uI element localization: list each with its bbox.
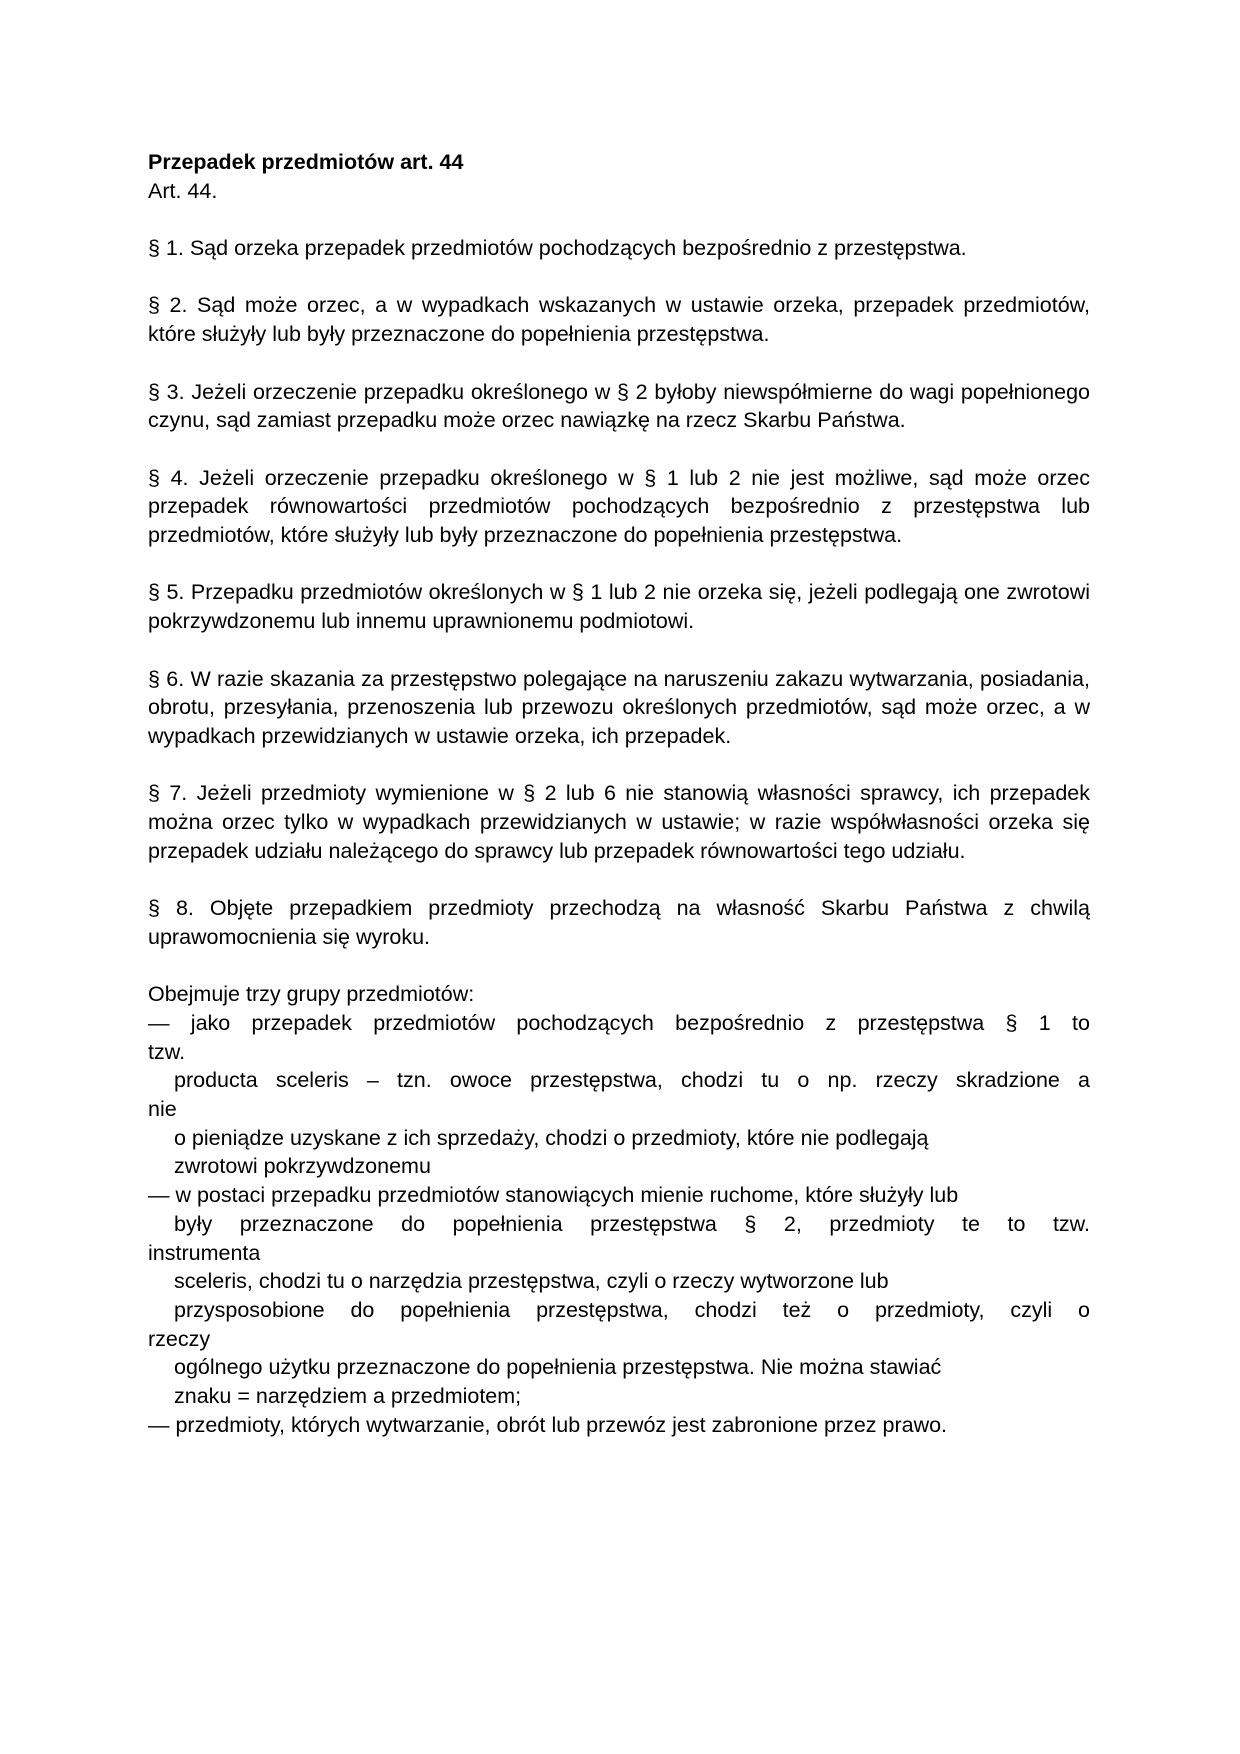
notes-line: przysposobione do popełnienia przestępstwa, chodzi też o przedmioty, czyli o	[174, 1297, 1090, 1322]
paragraph-3: § 3. Jeżeli orzeczenie przepadku określonego w § 2 byłoby niewspółmierne do wagi popełnionego czynu, sąd zamiast przepadku może orzec nawiązkę na rzecz Skarbu Państwa.	[148, 379, 1090, 433]
notes-line: instrumenta	[148, 1240, 261, 1265]
notes-intro: Obejmuje trzy grupy przedmiotów:	[148, 982, 475, 1007]
document-page	[148, 148, 1090, 1440]
notes-line: ogólnego użytku przeznaczone do popełnienia przestępstwa. Nie można stawiać	[174, 1355, 942, 1380]
notes-line: producta sceleris – tzn. owoce przestępstwa, chodzi tu o np. rzeczy skradzione a	[174, 1068, 1090, 1093]
notes-line: znaku = narzędziem a przedmiotem;	[174, 1384, 522, 1409]
paragraph-4: § 4. Jeżeli orzeczenie przepadku określonego w § 1 lub 2 nie jest możliwe, sąd może orzec przepadek równowartości przedmiotów pochodzących bezpośrednio z przestępstwa lub przedmiotów, które służyły lub były przeznaczone do popełnienia przestępstwa.	[148, 465, 1090, 548]
paragraph-8: § 8. Objęte przepadkiem przedmioty przechodzą na własność Skarbu Państwa z chwilą uprawomocnienia się wyroku.	[148, 896, 1090, 949]
notes-line: o pieniądze uzyskane z ich sprzedaży, chodzi o przedmioty, które nie podlegają	[174, 1125, 929, 1150]
article-heading: Art. 44.	[148, 178, 218, 203]
paragraph-5: § 5. Przepadku przedmiotów określonych w § 1 lub 2 nie orzeka się, jeżeli podlegają one zwrotowi pokrzywdzonemu lub innemu uprawnionemu podmiotowi.	[148, 580, 1090, 634]
notes-section	[148, 980, 1090, 1439]
notes-line: — jako przepadek przedmiotów pochodzących bezpośrednio z przestępstwa § 1 to	[148, 1010, 1090, 1035]
notes-line: sceleris, chodzi tu o narzędzia przestępstwa, czyli o rzeczy wytworzone lub	[174, 1269, 889, 1294]
paragraph-7: § 7. Jeżeli przedmioty wymienione w § 2 lub 6 nie stanowią własności sprawcy, ich przepadek można orzec tylko w wypadkach przewidzianych w ustawie; w razie współwłasności orzeka się przepadek udziału należącego do sprawcy lub przepadek równowartości tego udziału.	[148, 781, 1090, 863]
notes-line: nie	[148, 1097, 177, 1122]
notes-line: tzw.	[148, 1039, 186, 1064]
notes-line: — przedmioty, których wytwarzanie, obrót lub przewóz jest zabronione przez prawo.	[148, 1412, 948, 1437]
paragraph-2: § 2. Sąd może orzec, a w wypadkach wskazanych w ustawie orzeka, przepadek przedmiotów, które służyły lub były przeznaczone do popełnienia przestępstwa.	[148, 293, 1090, 347]
paragraph-6: § 6. W razie skazania za przestępstwo polegające na naruszeniu zakazu wytwarzania, posiadania, obrotu, przesyłania, przenoszenia lub przewozu określonych przedmiotów, sąd może orzec, a w wypadkach przewidzianych w ustawie orzeka, ich przepadek.	[148, 666, 1090, 748]
notes-line: rzeczy	[148, 1326, 211, 1351]
notes-line: zwrotowi pokrzywdzonemu	[174, 1154, 431, 1179]
paragraph-1: § 1. Sąd orzeka przepadek przedmiotów pochodzących bezpośrednio z przestępstwa.	[148, 236, 967, 261]
document-title: Przepadek przedmiotów art. 44	[148, 150, 464, 174]
notes-line: — w postaci przepadku przedmiotów stanowiących mienie ruchome, które służyły lub	[148, 1183, 959, 1208]
notes-line: były przeznaczone do popełnienia przestępstwa § 2, przedmioty te to tzw.	[174, 1211, 1090, 1236]
